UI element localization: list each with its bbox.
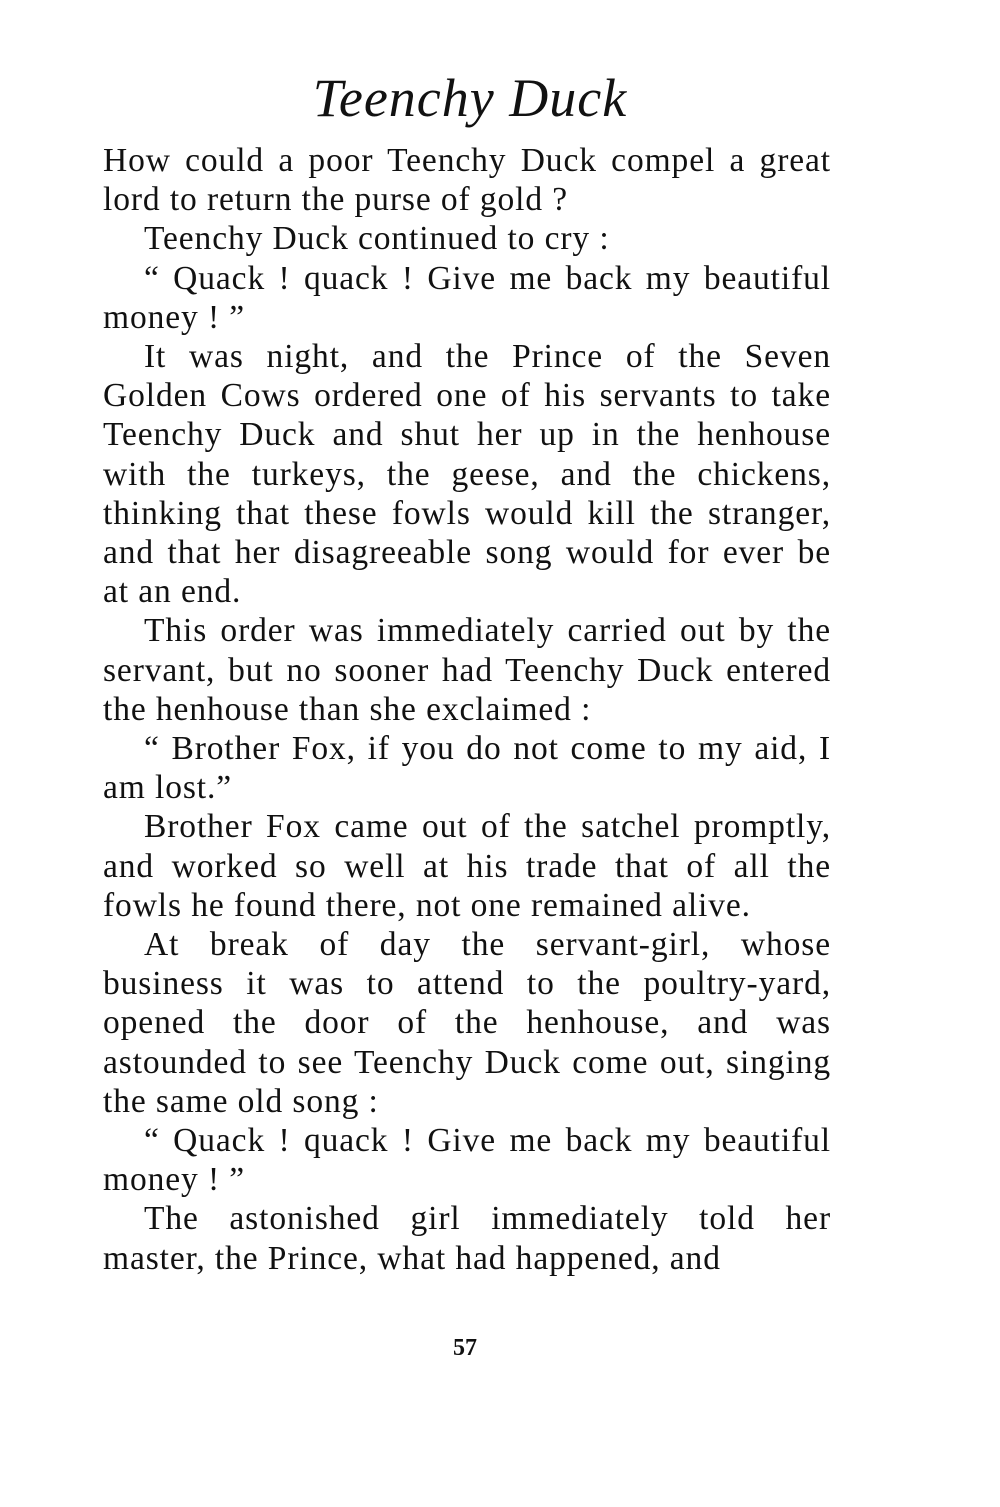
paragraph: How could a poor Teenchy Duck compel a great lord to return the purse of gold ? [103, 142, 831, 219]
paragraph: “ Quack ! quack ! Give me back my beautiful money ! ” [103, 259, 831, 336]
paragraph: The astonished girl immediately told her master, the Prince, what had happened, and [103, 1200, 831, 1277]
paragraph: It was night, and the Prince of the Seven Golden Cows ordered one of his servants to take Teenchy Duck and shut her up in the henhouse with the turkeys, the geese, and the chickens, thinking that these fowls would kill the stranger, and that her disagreeable song would for ever be at an end. [103, 338, 831, 611]
paragraph: “ Quack ! quack ! Give me back my beautiful money ! ” [103, 1122, 831, 1199]
body-text [103, 141, 831, 1278]
paragraph: Teenchy Duck continued to cry : [144, 220, 610, 258]
paragraph: At break of day the servant-girl, whose business it was to attend to the poultry-yard, opened the door of the henhouse, and was astounded to see Teenchy Duck come out, singing the same old song : [103, 926, 831, 1120]
paragraph: “ Brother Fox, if you do not come to my aid, I am lost.” [103, 730, 831, 807]
running-title: Teenchy Duck [312, 68, 628, 128]
paragraph: Brother Fox came out of the satchel promptly, and worked so well at his trade that of all the fowls he found there, not one remained alive. [103, 808, 831, 924]
paragraph: This order was immediately carried out by the servant, but no sooner had Teenchy Duck entered the henhouse than she exclaimed : [103, 612, 831, 728]
page-number: 57 [453, 1335, 477, 1361]
